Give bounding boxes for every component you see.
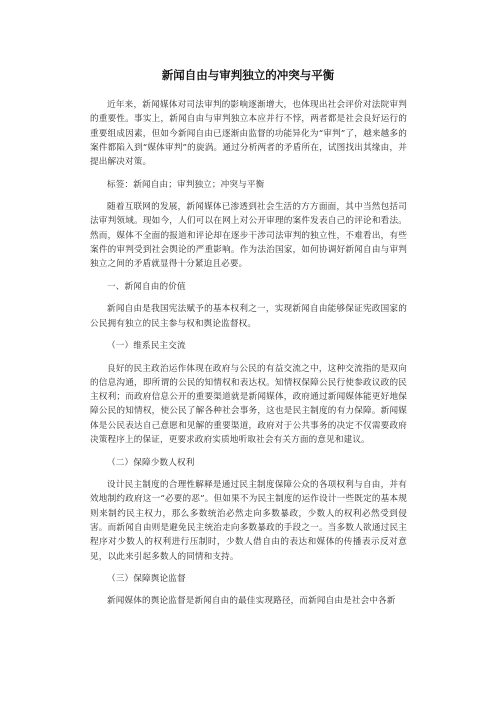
subsection-heading: （三）保障舆论监督	[107, 574, 186, 584]
intro-paragraph: 随着互联网的发展，新闻媒体已渗透到社会生活的方方面面，其中当然包括司法审判领域。现如今，人们可以在网上对公开审理的案件发表自己的评论和看法。然而，媒体不全面的报道和评论却在逐步干涉司法审判的独立性，不难看出，有些案件的审判受到社会舆论的严重影响。作为法治国家，如何协调好新闻自由与审判独立之间的矛盾就显得十分紧迫且必要。	[90, 202, 407, 270]
subsection-paragraph: 良好的民主政治运作体现在政府与公民的有益交流之中，这种交流指的是双向的信息沟通，即所谓的公民的知情权和表达权。知情权保障公民行使参政议政的民主权利；而政府信息公开的重要渠道就是新闻媒体，政府通过新闻媒体能更好地保障公民的知情权，使公民了解各种社会事务，这也是民主制度的有力保障。新闻媒体是公民表达自己意愿和见解的重要渠道，政府对于公共事务的决定不仅需要政府决策程序上的保证，更要求政府实质地听取社会有关方面的意见和建议。	[90, 363, 407, 446]
keywords-line: 标签：新闻自由；审判独立；冲突与平衡	[107, 179, 265, 190]
subsection-paragraph: 新闻媒体的舆论监督是新闻自由的最佳实现路径，而新闻自由是社会中各新	[107, 596, 396, 607]
document-body	[90, 98, 407, 617]
subsection-heading: （二）保障少数人权利	[107, 457, 195, 468]
subsection-heading: （一）维系民主交流	[107, 341, 186, 352]
page-title: 新闻自由与审判独立的冲突与平衡	[161, 68, 335, 82]
abstract-paragraph: 近年来，新闻媒体对司法审判的影响逐渐增大，也体现出社会评价对法院审判的重要性。事实上，新闻自由与审判独立本应并行不悖，两者都是社会良好运行的重要组成因素，但如今新闻自由已逐渐由监督的功能异化为“审判”了，越来越多的案件都陷入到“媒体审判”的旋涡。通过分析两者的矛盾所在，试图找出其缘由，并提出解决对策。	[90, 100, 407, 168]
section-heading: 一、新闻自由的价值	[107, 281, 186, 292]
section-paragraph: 新闻自由是我国宪法赋予的基本权利之一，实现新闻自由能够保证宪政国家的公民拥有独立的民主参与权和舆论监督权。	[90, 304, 407, 329]
subsection-paragraph: 设计民主制度的合理性解释是通过民主制度保障公众的各项权利与自由，并有效地制约政府这一“必要的恶”。但如果不为民主制度的运作设计一些既定的基本规则来制约民主权力，那么多数统治必然走向多数暴政，少数人的权利必然受到侵害。而新闻自由则是避免民主统治走向多数暴政的手段之一。当多数人欲通过民主程序对少数人的权利进行压制时，少数人借自由的表达和媒体的传播表示反对意见，以此来引起多数人的同情和支持。	[90, 480, 407, 562]
